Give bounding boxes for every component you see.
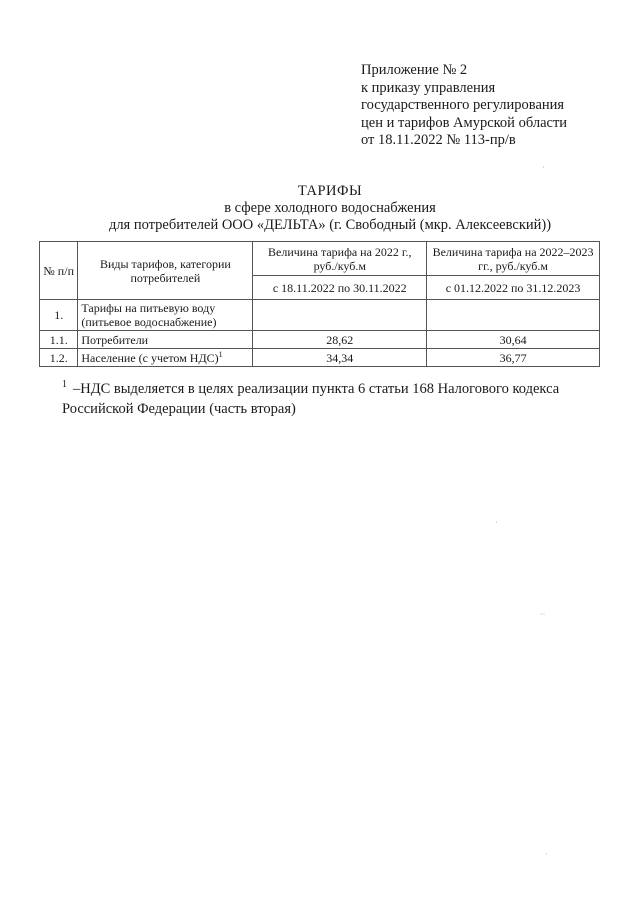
header-value-2022-2023: Величина тарифа на 2022–2023 гг., руб./куб.м	[427, 242, 600, 276]
footnote-text: –НДС выделяется в целях реализации пункта 6 статьи 168 Налогового кодекса Российской Федерации (часть вторая)	[62, 381, 560, 417]
row-value-2022: 34,34	[253, 349, 427, 367]
row-number: 1.1.	[40, 331, 78, 349]
table-row	[40, 349, 600, 367]
appendix-order-date: от 18.11.2022 № 113-пр/в	[361, 132, 516, 148]
appendix-order-line: к приказу управления	[361, 79, 496, 96]
scan-speck: ··	[540, 610, 546, 619]
row-value-2023: 30,64	[427, 331, 600, 349]
period-2023: с 01.12.2022 по 31.12.2023	[427, 276, 600, 300]
row-value-2023	[427, 300, 600, 331]
footnote	[62, 380, 602, 418]
table-row	[40, 300, 600, 331]
header-value-2022: Величина тарифа на 2022 г., руб./куб.м	[253, 242, 427, 276]
header-number: № п/п	[40, 242, 78, 300]
appendix-department-line: государственного регулирования	[361, 97, 565, 113]
row-kind: Тарифы на питьевую воду (питьевое водоснабжение)	[78, 300, 253, 331]
row-kind: Население (с учетом НДС)	[81, 350, 219, 365]
scan-speck: ·	[545, 850, 548, 859]
header-tariff-kind: Виды тарифов, категории потребителей	[78, 242, 253, 300]
period-2022: с 18.11.2022 по 30.11.2022	[253, 276, 427, 300]
row-number: 1.2.	[40, 349, 78, 367]
table-header-row	[40, 242, 600, 276]
row-value-2022	[253, 300, 427, 331]
row-value-2022: 28,62	[253, 331, 427, 349]
appendix-region-line: цен и тарифов Амурской области	[361, 114, 568, 131]
row-kind-cell	[78, 349, 253, 367]
title-consumer: для потребителей ООО «ДЕЛЬТА» (г. Свободный (мкр. Алексеевский))	[108, 217, 552, 233]
table-row	[40, 331, 600, 349]
footnote-reference: 1	[218, 349, 223, 359]
title-main: ТАРИФЫ	[297, 183, 363, 199]
row-value-2023: 36,77	[427, 349, 600, 367]
footnote-mark: 1	[62, 379, 67, 390]
appendix-number: Приложение № 2	[361, 62, 468, 78]
row-number: 1.	[40, 300, 78, 331]
tariff-table	[39, 241, 600, 367]
document-title	[0, 183, 640, 234]
scan-speck: ·	[542, 163, 545, 172]
appendix-reference	[361, 62, 631, 150]
scan-speck: ·	[495, 518, 498, 527]
title-subject: в сфере холодного водоснабжения	[224, 200, 436, 216]
row-kind: Потребители	[78, 331, 253, 349]
